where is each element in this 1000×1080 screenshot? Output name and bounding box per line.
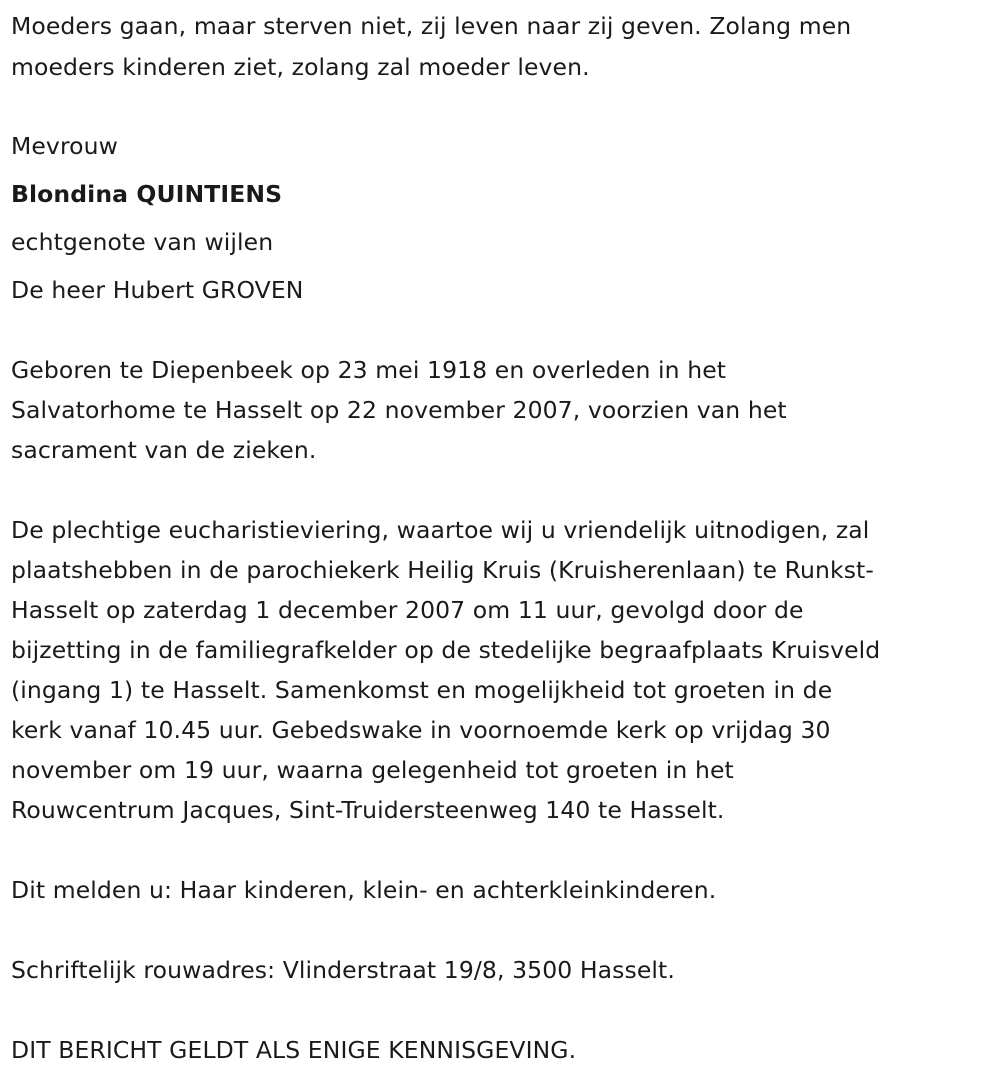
ceremony-line: Rouwcentrum Jacques, Sint-Truidersteenweg 140 te Hasselt. (11, 796, 725, 824)
relation-text: echtgenote van wijlen (11, 228, 274, 256)
family-announcement: Dit melden u: Haar kinderen, klein- en achterkleinkinderen. (11, 876, 717, 904)
birth-death-line: sacrament van de zieken. (11, 436, 317, 464)
deceased-name: Blondina QUINTIENS (11, 180, 283, 208)
ceremony-line: (ingang 1) te Hasselt. Samenkomst en mogelijkheid tot groeten in de (11, 676, 833, 704)
ceremony-line: plaatshebben in de parochiekerk Heilig Kruis (Kruisherenlaan) te Runkst- (11, 556, 874, 584)
ceremony-line: bijzetting in de familiegrafkelder op de stedelijke begraafplaats Kruisveld (11, 636, 881, 664)
poem-line: Moeders gaan, maar sterven niet, zij leven naar zij geven. Zolang men (11, 12, 852, 40)
ceremony-line: kerk vanaf 10.45 uur. Gebedswake in voornoemde kerk op vrijdag 30 (11, 716, 831, 744)
ceremony-line: De plechtige eucharistieviering, waartoe wij u vriendelijk uitnodigen, zal (11, 516, 870, 544)
ceremony-line: Hasselt op zaterdag 1 december 2007 om 11 uur, gevolgd door de (11, 596, 804, 624)
ceremony-line: november om 19 uur, waarna gelegenheid tot groeten in het (11, 756, 734, 784)
notice-statement: DIT BERICHT GELDT ALS ENIGE KENNISGEVING. (11, 1036, 577, 1064)
poem-line: moeders kinderen ziet, zolang zal moeder leven. (11, 53, 590, 81)
birth-death-line: Geboren te Diepenbeek op 23 mei 1918 en overleden in het (11, 356, 727, 384)
condolence-address: Schriftelijk rouwadres: Vlinderstraat 19/8, 3500 Hasselt. (11, 956, 675, 984)
birth-death-line: Salvatorhome te Hasselt op 22 november 2007, voorzien van het (11, 396, 787, 424)
honorific: Mevrouw (11, 132, 118, 160)
spouse-name: De heer Hubert GROVEN (11, 276, 304, 304)
